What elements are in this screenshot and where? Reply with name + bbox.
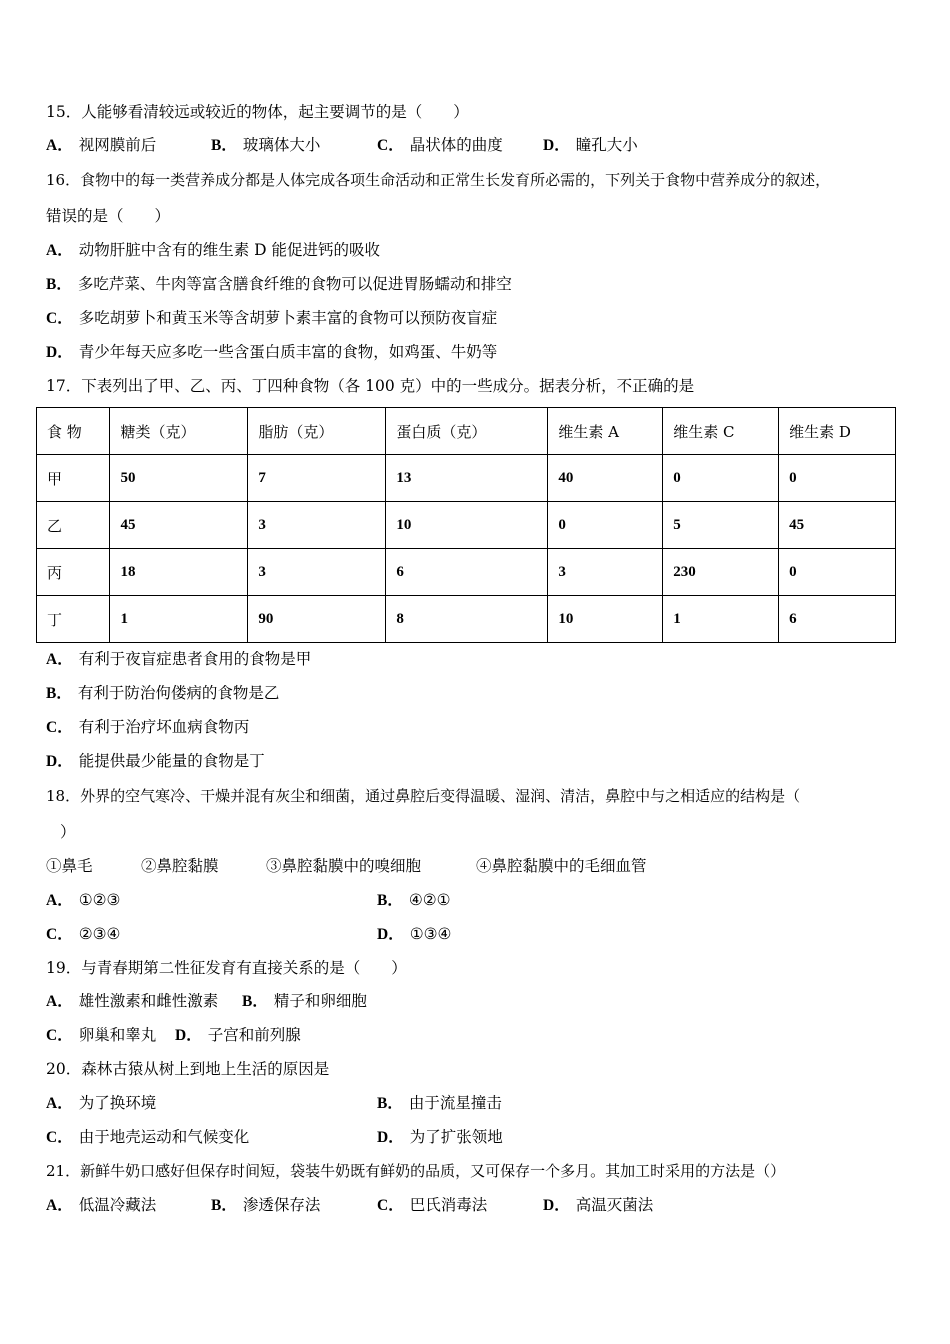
option-label: A． — [46, 892, 73, 909]
option-text: 高温灭菌法 — [575, 1196, 654, 1214]
option-text: 有利于防治佝偻病的食物是乙 — [77, 684, 280, 702]
table-cell: 13 — [386, 455, 548, 502]
table-header-cell: 维生素 A — [548, 408, 663, 455]
table-cell: 45 — [779, 502, 896, 549]
option-label: D． — [377, 926, 404, 943]
option-text: 精子和卵细胞 — [273, 992, 367, 1010]
option-label: D． — [46, 753, 73, 770]
q17-option-a[interactable] — [46, 649, 311, 670]
q18-option-b[interactable] — [377, 890, 451, 911]
option-text: 由于流星撞击 — [408, 1094, 502, 1112]
option-text: 雄性激素和雌性激素 — [78, 992, 219, 1010]
table-cell: 10 — [548, 596, 663, 643]
option-text: 能提供最少能量的食物是丁 — [78, 752, 265, 770]
q18-option-c[interactable] — [46, 924, 120, 945]
table-cell: 0 — [779, 455, 896, 502]
option-text: 有利于夜盲症患者食用的食物是甲 — [78, 650, 312, 668]
option-label: B． — [377, 892, 403, 909]
option-text: 由于地壳运动和气候变化 — [78, 1128, 250, 1146]
option-text: 为了换环境 — [78, 1094, 157, 1112]
q21-option-d[interactable] — [543, 1195, 653, 1216]
option-label: C． — [377, 137, 404, 154]
table-cell: 45 — [110, 502, 248, 549]
option-text: 动物肝脏中含有的维生素 D 能促进钙的吸收 — [78, 241, 380, 259]
option-text: 视网膜前后 — [78, 136, 157, 154]
q15-option-c[interactable] — [377, 135, 503, 156]
q17-option-d[interactable] — [46, 751, 265, 772]
table-cell: 90 — [248, 596, 386, 643]
option-text: 为了扩张领地 — [409, 1128, 503, 1146]
table-header-cell: 食 物 — [37, 408, 110, 455]
q16-stem-line2: 错误的是（ ） — [46, 207, 171, 225]
option-text: 卵巢和睾丸 — [78, 1026, 157, 1044]
table-cell: 5 — [663, 502, 779, 549]
q15-option-d[interactable] — [543, 135, 638, 156]
q18-item-1: ①鼻毛 — [46, 857, 93, 875]
table-cell: 3 — [248, 549, 386, 596]
table-header-cell: 糖类（克） — [110, 408, 248, 455]
q18-option-d[interactable] — [377, 924, 451, 945]
table-cell: 18 — [110, 549, 248, 596]
table-cell: 6 — [386, 549, 548, 596]
q15-option-b[interactable] — [211, 135, 320, 156]
option-label: B． — [46, 276, 72, 293]
option-text: 青少年每天应多吃一些含蛋白质丰富的食物，如鸡蛋、牛奶等 — [78, 343, 498, 361]
q19-option-b[interactable] — [242, 991, 367, 1012]
q19-option-a[interactable] — [46, 991, 218, 1012]
table-cell: 50 — [110, 455, 248, 502]
q15-stem: 15．人能够看清较远或较近的物体，起主要调节的是（ ） — [46, 103, 469, 121]
table-cell: 0 — [548, 502, 663, 549]
option-text: ①③④ — [409, 925, 452, 943]
nutrition-table — [36, 407, 896, 643]
option-label: B． — [211, 137, 237, 154]
table-header-cell: 脂肪（克） — [248, 408, 386, 455]
option-text: 瞳孔大小 — [575, 136, 638, 154]
table-cell: 230 — [663, 549, 779, 596]
option-text: 玻璃体大小 — [242, 136, 321, 154]
table-header-cell: 维生素 D — [779, 408, 896, 455]
option-text: 渗透保存法 — [242, 1196, 321, 1214]
table-cell: 1 — [663, 596, 779, 643]
table-header-cell: 蛋白质（克） — [386, 408, 548, 455]
q18-item-3: ③鼻腔黏膜中的嗅细胞 — [266, 857, 422, 875]
table-cell-food: 丁 — [37, 596, 110, 643]
option-label: B． — [211, 1197, 237, 1214]
option-text: 子宫和前列腺 — [207, 1026, 301, 1044]
q16-option-c[interactable] — [46, 308, 497, 329]
table-cell: 3 — [248, 502, 386, 549]
option-label: B． — [46, 685, 72, 702]
option-text: 巴氏消毒法 — [409, 1196, 488, 1214]
option-text: 低温冷藏法 — [78, 1196, 157, 1214]
q20-option-b[interactable] — [377, 1093, 502, 1114]
table-cell: 3 — [548, 549, 663, 596]
option-label: C． — [46, 926, 73, 943]
table-row — [37, 455, 896, 502]
q19-stem: 19．与青春期第二性征发育有直接关系的是（ ） — [46, 959, 407, 977]
option-text: ②③④ — [78, 925, 121, 943]
q21-stem: 21．新鲜牛奶口感好但保存时间短，袋装牛奶既有鲜奶的品质，又可保存一个多月。其加工时采用的方法是（） — [46, 1162, 786, 1180]
option-text: 晶状体的曲度 — [409, 136, 503, 154]
option-label: A． — [46, 651, 73, 668]
option-text: ①②③ — [78, 891, 121, 909]
table-cell: 8 — [386, 596, 548, 643]
table-cell: 0 — [779, 549, 896, 596]
option-label: C． — [377, 1197, 404, 1214]
q20-option-d[interactable] — [377, 1127, 503, 1148]
option-label: B． — [242, 993, 268, 1010]
table-cell: 40 — [548, 455, 663, 502]
option-text: ④②① — [408, 891, 451, 909]
table-header-cell: 维生素 C — [663, 408, 779, 455]
option-text: 多吃芹菜、牛肉等富含膳食纤维的食物可以促进胃肠蠕动和排空 — [77, 275, 512, 293]
table-cell: 1 — [110, 596, 248, 643]
option-label: C． — [46, 719, 73, 736]
q18-stem-line1: 18．外界的空气寒冷、干燥并混有灰尘和细菌，通过鼻腔后变得温暖、湿润、清洁，鼻腔中与之相适应的结构是（ — [46, 787, 801, 805]
option-label: D． — [543, 1197, 570, 1214]
table-row — [37, 549, 896, 596]
q16-option-a[interactable] — [46, 240, 380, 261]
table-cell: 7 — [248, 455, 386, 502]
q20-option-a[interactable] — [46, 1093, 156, 1114]
option-label: C． — [46, 310, 73, 327]
q20-option-c[interactable] — [46, 1127, 249, 1148]
q18-item-4: ④鼻腔黏膜中的毛细血管 — [476, 857, 647, 875]
q21-option-b[interactable] — [211, 1195, 320, 1216]
q17-stem: 17．下表列出了甲、乙、丙、丁四种食物（各 100 克）中的一些成分。据表分析，不正确的是 — [46, 377, 695, 395]
q21-option-a[interactable] — [46, 1195, 156, 1216]
option-label: A． — [46, 1095, 73, 1112]
q15-option-a[interactable] — [46, 135, 156, 156]
option-label: D． — [175, 1027, 202, 1044]
option-label: A． — [46, 993, 73, 1010]
table-cell-food: 丙 — [37, 549, 110, 596]
q17-option-b[interactable] — [46, 683, 279, 704]
option-label: A． — [46, 137, 73, 154]
table-cell-food: 乙 — [37, 502, 110, 549]
q16-stem-line1: 16．食物中的每一类营养成分都是人体完成各项生命活动和正常生长发育所必需的，下列关于食物中营养成分的叙述， — [46, 171, 831, 189]
table-header-row — [37, 408, 896, 455]
q17-option-c[interactable] — [46, 717, 249, 738]
q16-option-d[interactable] — [46, 342, 497, 363]
option-label: C． — [46, 1129, 73, 1146]
option-label: A． — [46, 1197, 73, 1214]
q18-option-a[interactable] — [46, 890, 120, 911]
q21-option-c[interactable] — [377, 1195, 487, 1216]
option-label: A． — [46, 242, 73, 259]
table-row — [37, 502, 896, 549]
q18-stem-line2: ） — [60, 823, 76, 841]
option-label: D． — [46, 344, 73, 361]
q19-option-d[interactable] — [175, 1025, 301, 1046]
table-row — [37, 596, 896, 643]
table-cell: 0 — [663, 455, 779, 502]
option-label: D． — [377, 1129, 404, 1146]
option-label: B． — [377, 1095, 403, 1112]
option-label: C． — [46, 1027, 73, 1044]
table-cell: 6 — [779, 596, 896, 643]
q20-stem: 20．森林古猿从树上到地上生活的原因是 — [46, 1060, 330, 1078]
q16-option-b[interactable] — [46, 274, 512, 295]
q18-item-2: ②鼻腔黏膜 — [141, 857, 219, 875]
option-label: D． — [543, 137, 570, 154]
table-cell: 10 — [386, 502, 548, 549]
option-text: 有利于治疗坏血病食物丙 — [78, 718, 250, 736]
table-cell-food: 甲 — [37, 455, 110, 502]
option-text: 多吃胡萝卜和黄玉米等含胡萝卜素丰富的食物可以预防夜盲症 — [78, 309, 498, 327]
q19-option-c[interactable] — [46, 1025, 156, 1046]
